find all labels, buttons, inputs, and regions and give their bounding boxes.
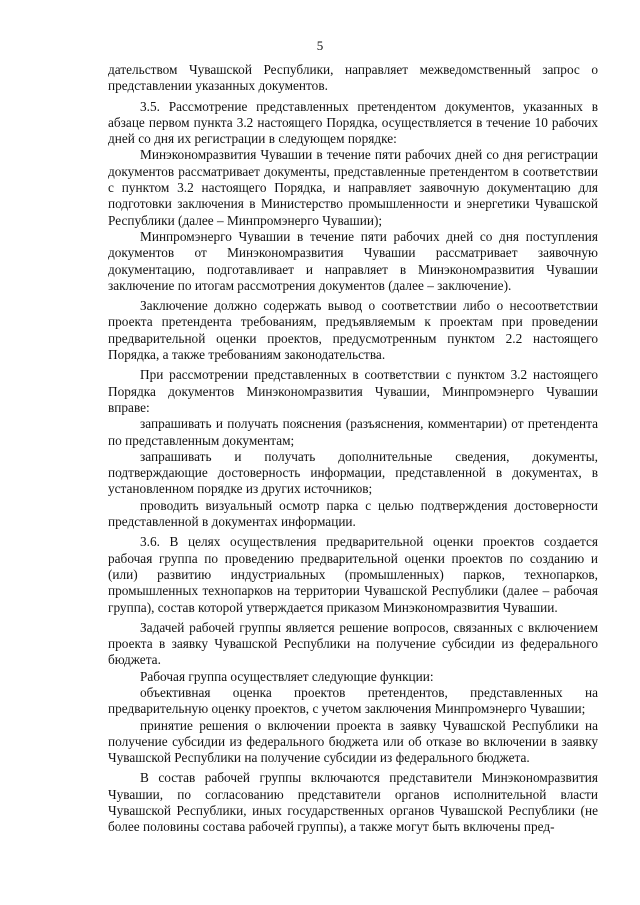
paragraph: Заключение должно содержать вывод о соответствии либо о несоответствии проекта претендента требованиям, предъявляемым к проектам при проведении предварительной оценки проектов, предусмотренным пунктом 2.2 настоящего Порядка, а также требованиям законодательства. [108,298,598,363]
paragraph: дательством Чувашской Республики, направляет межведомственный запрос о представлении указанных документов. [108,62,598,94]
paragraph: Рабочая группа осуществляет следующие функции: [140,668,434,684]
page-number: 5 [316,38,324,53]
paragraph: принятие решения о включении проекта в заявку Чувашской Республики на получение субсидии из федерального бюджета или об отказе во включении в заявку Чувашской Республики на получение субсидии из федерального бюджета. [108,717,598,766]
document-body [108,62,598,836]
paragraph: Минэкономразвития Чувашии в течение пяти рабочих дней со дня регистрации документов рассматривает документы, представленные претендентом в соответствии с пунктом 3.2 настоящего Порядка, и направляет заявочную документацию для подготовки заключения в Министерство промышленности и энергетики Чувашской Республики (далее – Минпромэнерго Чувашии); [108,147,598,228]
paragraph: 3.6. В целях осуществления предварительной оценки проектов создается рабочая группа по проведению предварительной оценки проектов по созданию и (или) развитию индустриальных (промышленных) парков, технопарков, промышленных технопарков на территории Чувашской Республики (далее – рабочая группа), состав которой утверждается приказом Минэкономразвития Чувашии. [108,534,598,615]
paragraph: объективная оценка проектов претендентов, представленных на предварительную оценку проектов, с учетом заключения Минпромэнерго Чувашии; [108,684,598,717]
paragraph: Минпромэнерго Чувашии в течение пяти рабочих дней со дня поступления документов от Минэкономразвития Чувашии рассматривает заявочную документацию, подготавливает и направляет в Минэкономразвития Чувашии заключение по итогам рассмотрения документов (далее – заключение). [108,228,598,293]
paragraph: запрашивать и получать дополнительные сведения, документы, подтверждающие достоверность информации, представленной в документах, в установленном порядке из других источников; [108,448,598,497]
paragraph: Задачей рабочей группы является решение вопросов, связанных с включением проекта в заявку Чувашской Республики на получение субсидии из федерального бюджета. [108,619,598,668]
paragraph: В состав рабочей группы включаются представители Минэкономразвития Чувашии, по согласованию представители органов исполнительной власти Чувашской Республики, иных государственных органов Чувашской Республики (не более половины состава рабочей группы), а также могут быть включены пред- [108,770,598,835]
paragraph: 3.5. Рассмотрение представленных претендентом документов, указанных в абзаце первом пункта 3.2 настоящего Порядка, осуществляется в течение 10 рабочих дней со дня их регистрации в следующем порядке: [108,98,598,147]
paragraph: При рассмотрении представленных в соответствии с пунктом 3.2 настоящего Порядка документов Минэкономразвития Чувашии, Минпромэнерго Чувашии вправе: [108,367,598,415]
paragraph: проводить визуальный осмотр парка с целью подтверждения достоверности представленной в документах информации. [108,497,598,530]
paragraph: запрашивать и получать пояснения (разъяснения, комментарии) от претендента по представленным документам; [108,416,598,448]
